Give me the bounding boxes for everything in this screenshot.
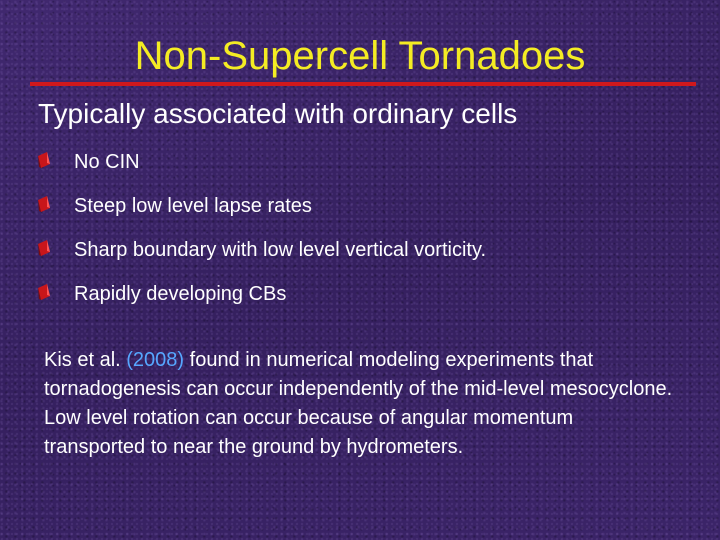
body-paragraph bbox=[44, 346, 674, 462]
slide-subheading: Typically associated with ordinary cells bbox=[38, 98, 518, 129]
bullet-item bbox=[38, 228, 486, 272]
red-diamond-bullet-icon bbox=[38, 152, 50, 168]
bullet-text: Steep low level lapse rates bbox=[74, 195, 312, 217]
bullet-list bbox=[38, 140, 486, 316]
bullet-item bbox=[38, 140, 486, 184]
paragraph-rest: found in numerical modeling experiments that tornadogenesis can occur independently of the mid-level mesocyclone. Low level rotation can occur because of angular momentum transported to near the ground by hydrometers. bbox=[44, 349, 673, 458]
bullet-text: Rapidly developing CBs bbox=[74, 283, 287, 305]
slide-title: Non-Supercell Tornadoes bbox=[134, 34, 586, 78]
title-underline bbox=[30, 82, 696, 86]
red-diamond-bullet-icon bbox=[38, 284, 50, 300]
bullet-text: Sharp boundary with low level vertical vorticity. bbox=[74, 239, 487, 261]
red-diamond-bullet-icon bbox=[38, 240, 50, 256]
paragraph-lead: Kis et al. bbox=[44, 349, 127, 371]
bullet-item bbox=[38, 272, 486, 316]
bullet-text: No CIN bbox=[74, 151, 140, 173]
bullet-item bbox=[38, 184, 486, 228]
citation-year-link[interactable]: (2008) bbox=[126, 349, 185, 371]
red-diamond-bullet-icon bbox=[38, 196, 50, 212]
